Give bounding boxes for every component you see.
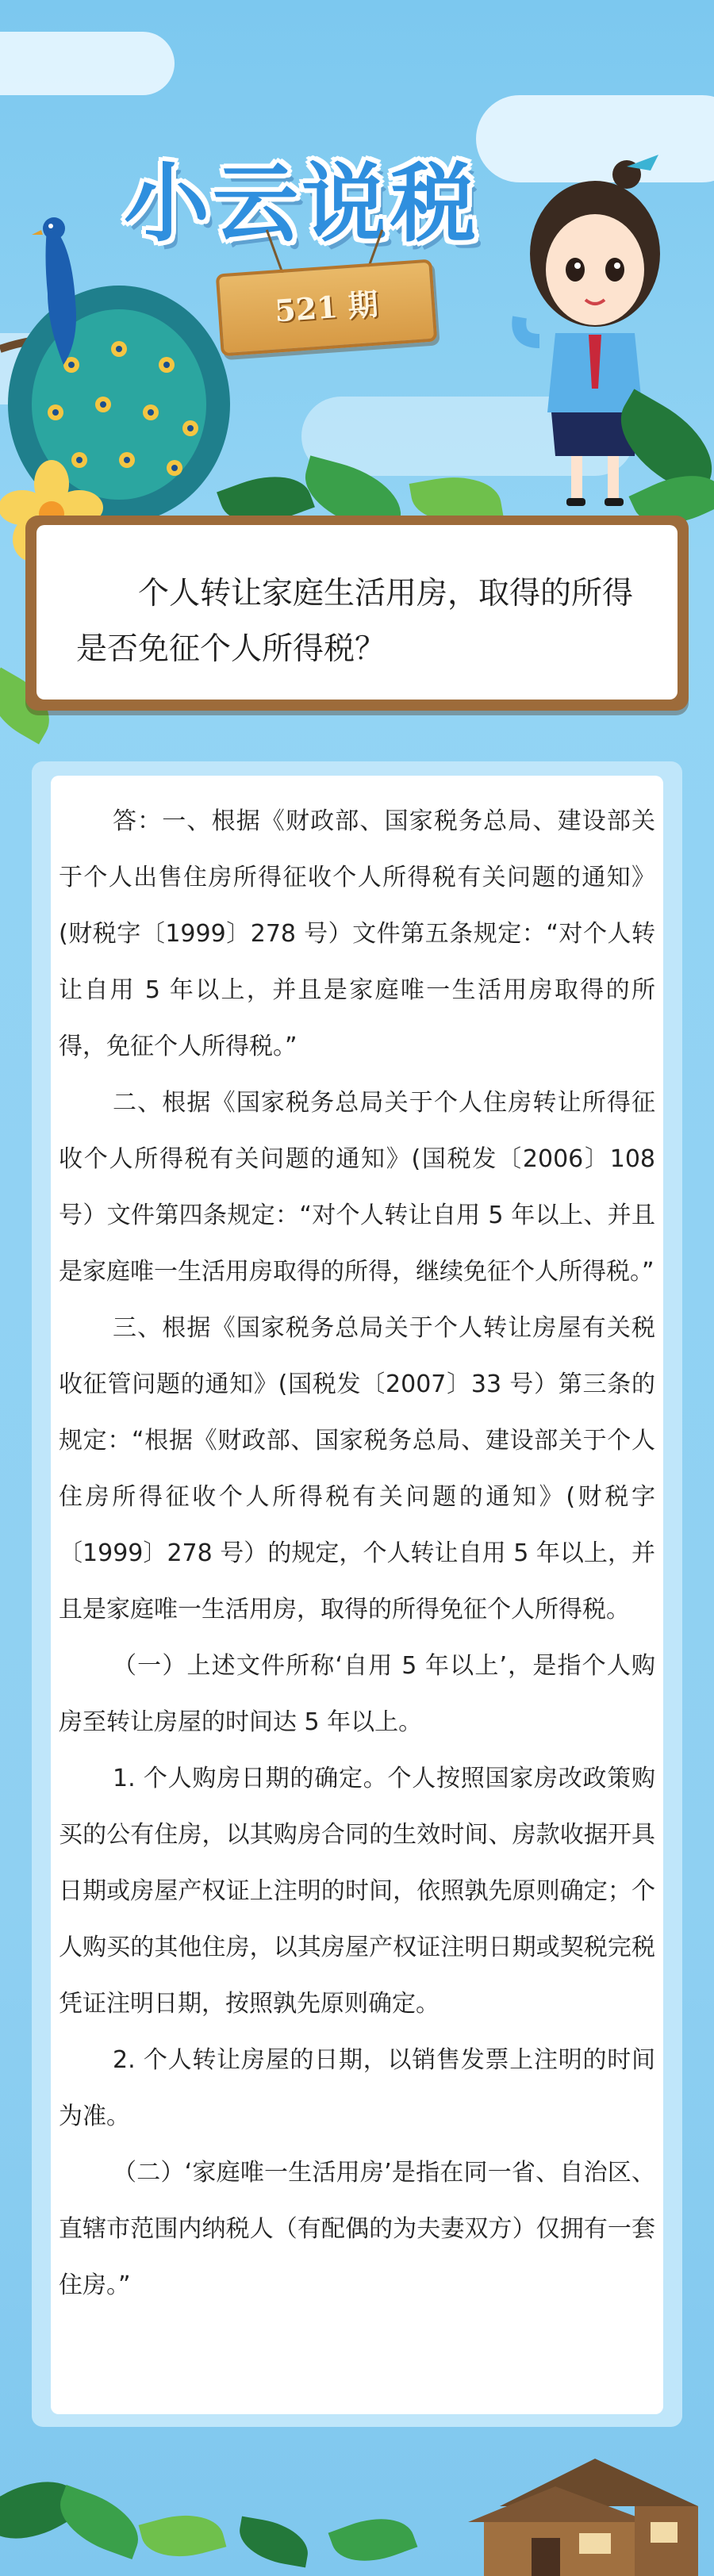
answer-paragraph: 答：一、根据《财政部、国家税务总局、建设部关于个人出售住房所得征收个人所得税有关问题的通知》(财税字〔1999〕278 号）文件第五条规定：“对个人转让自用 5 年以上，并且是家庭唯一生活用房取得的所得，免征个人所得税。” <box>59 807 655 1060</box>
question-card <box>25 516 689 711</box>
leaf <box>235 2517 312 2568</box>
question-text: 个人转让家庭生活用房，取得的所得是否免征个人所得税？ <box>76 576 634 667</box>
answer-paragraph: 2. 个人转让房屋的日期，以销售发票上注明的时间为准。 <box>59 2046 655 2130</box>
hut-illustration <box>452 2451 714 2576</box>
question-panel <box>36 525 678 700</box>
answer-paragraph: （二）‘家庭唯一生活用房’是指在同一省、自治区、直辖市范围内纳税人（有配偶的为夫妻双方）仅拥有一套住房。” <box>59 2159 655 2299</box>
bottom-decoration <box>0 2451 714 2576</box>
answer-body <box>59 793 655 2313</box>
answer-paragraph: （一）上述文件所称‘自用 5 年以上’，是指个人购房至转让房屋的时间达 5 年以上。 <box>59 1652 655 1736</box>
page-title: 小云说税 <box>123 155 479 254</box>
leaf <box>328 2506 418 2574</box>
leaf <box>139 2505 227 2567</box>
answer-paragraph: 1. 个人购房日期的确定。个人按照国家房改政策购买的公有住房，以其购房合同的生效时间、房款收据开具日期或房屋产权证上注明的时间，依照孰先原则确定；个人购买的其他住房，以其房屋产权证注明日期或契税完税凭证注明日期，按照孰先原则确定。 <box>59 1765 655 2018</box>
answer-paragraph: 二、根据《国家税务总局关于个人住房转让所得征收个人所得税有关问题的通知》(国税发〔2006〕108 号）文件第四条规定：“对个人转让自用 5 年以上、并且是家庭唯一生活用房取得的所得，继续免征个人所得税。” <box>59 1089 655 1286</box>
cloud <box>0 32 175 95</box>
issue-number: 521 期 <box>273 286 380 329</box>
answer-paragraph: 三、根据《国家税务总局关于个人转让房屋有关税收征管问题的通知》(国税发〔2007〕33 号）第三条的规定：“根据《财政部、国家税务总局、建设部关于个人住房所得征收个人所得税有关问题的通知》(财税字〔1999〕278 号）的规定，个人转让自用 5 年以上，并且是家庭唯一生活用房，取得的所得免征个人所得税。 <box>59 1314 655 1623</box>
